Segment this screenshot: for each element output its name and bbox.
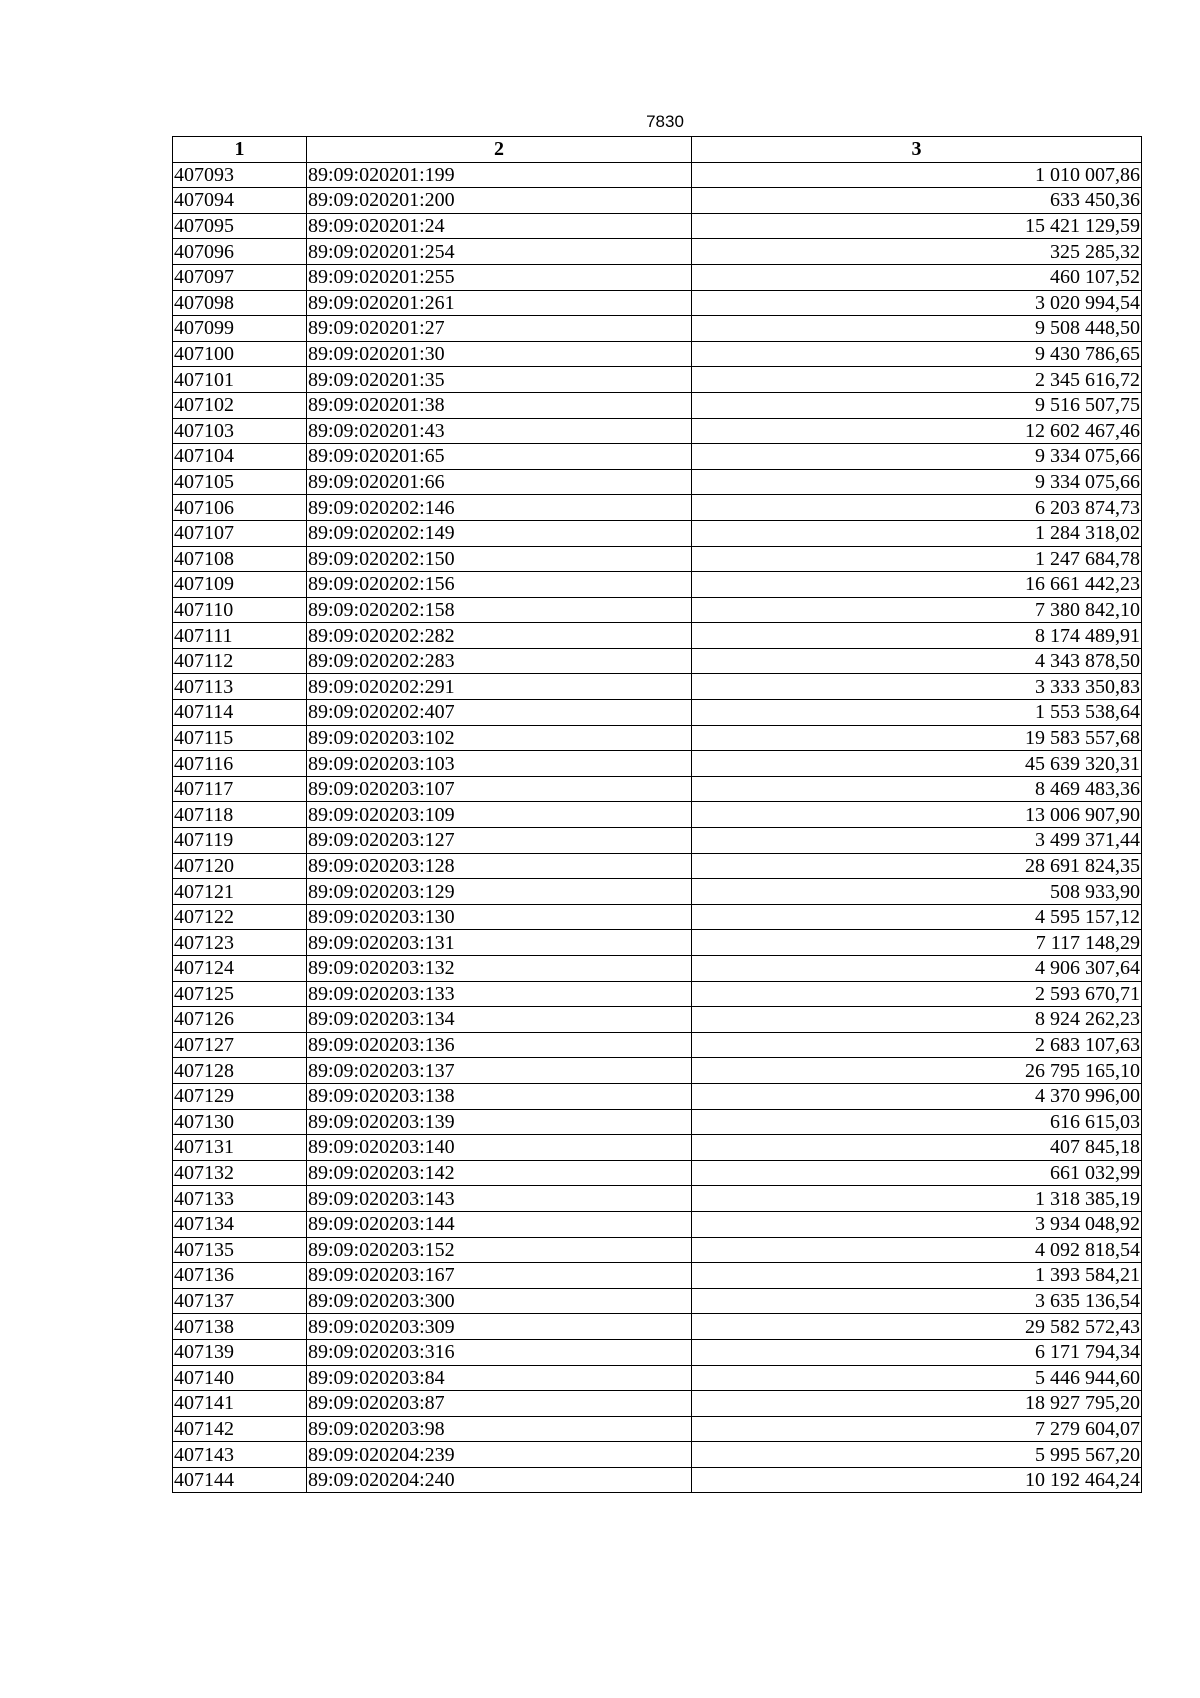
table-body — [173, 162, 1142, 1493]
table-row — [173, 392, 1142, 418]
cadastral-value-cell: 1 247 684,78 — [692, 546, 1142, 572]
table-row — [173, 853, 1142, 879]
cadastral-number-cell: 89:09:020203:139 — [307, 1109, 692, 1135]
cadastral-number-cell: 89:09:020203:87 — [307, 1391, 692, 1417]
row-number-cell: 407093 — [173, 162, 307, 188]
table-row — [173, 1135, 1142, 1161]
row-number-cell: 407120 — [173, 853, 307, 879]
row-number-cell: 407116 — [173, 751, 307, 777]
table-row — [173, 1288, 1142, 1314]
cadastral-value-cell: 2 345 616,72 — [692, 367, 1142, 393]
row-number-cell: 407118 — [173, 802, 307, 828]
cadastral-number-cell: 89:09:020203:142 — [307, 1160, 692, 1186]
cadastral-value-cell: 9 516 507,75 — [692, 392, 1142, 418]
row-number-cell: 407142 — [173, 1416, 307, 1442]
table-row — [173, 597, 1142, 623]
cadastral-number-cell: 89:09:020201:27 — [307, 316, 692, 342]
table-row — [173, 469, 1142, 495]
table-row — [173, 444, 1142, 470]
row-number-cell: 407107 — [173, 520, 307, 546]
row-number-cell: 407115 — [173, 725, 307, 751]
table-row — [173, 1365, 1142, 1391]
table-row — [173, 520, 1142, 546]
table-row — [173, 956, 1142, 982]
row-number-cell: 407102 — [173, 392, 307, 418]
row-number-cell: 407124 — [173, 956, 307, 982]
table-row — [173, 802, 1142, 828]
cadastral-number-cell: 89:09:020201:200 — [307, 188, 692, 214]
cadastral-value-cell: 4 092 818,54 — [692, 1237, 1142, 1263]
table-row — [173, 700, 1142, 726]
cadastral-value-cell: 18 927 795,20 — [692, 1391, 1142, 1417]
cadastral-number-cell: 89:09:020203:107 — [307, 776, 692, 802]
cadastral-value-cell: 15 421 129,59 — [692, 213, 1142, 239]
cadastral-value-cell: 3 635 136,54 — [692, 1288, 1142, 1314]
row-number-cell: 407127 — [173, 1032, 307, 1058]
table-row — [173, 828, 1142, 854]
cadastral-value-cell: 8 469 483,36 — [692, 776, 1142, 802]
table-row — [173, 572, 1142, 598]
cadastral-number-cell: 89:09:020203:131 — [307, 930, 692, 956]
cadastral-number-cell: 89:09:020204:239 — [307, 1442, 692, 1468]
table-row — [173, 1186, 1142, 1212]
row-number-cell: 407136 — [173, 1263, 307, 1289]
cadastral-number-cell: 89:09:020203:136 — [307, 1032, 692, 1058]
row-number-cell: 407098 — [173, 290, 307, 316]
row-number-cell: 407110 — [173, 597, 307, 623]
row-number-cell: 407096 — [173, 239, 307, 265]
row-number-cell: 407111 — [173, 623, 307, 649]
cadastral-number-cell: 89:09:020203:143 — [307, 1186, 692, 1212]
table-row — [173, 341, 1142, 367]
cadastral-number-cell: 89:09:020204:240 — [307, 1467, 692, 1493]
cadastral-number-cell: 89:09:020201:255 — [307, 264, 692, 290]
row-number-cell: 407103 — [173, 418, 307, 444]
page-number: 7830 — [646, 112, 684, 131]
cadastral-number-cell: 89:09:020201:199 — [307, 162, 692, 188]
cadastral-number-cell: 89:09:020203:134 — [307, 1007, 692, 1033]
cadastral-value-cell: 26 795 165,10 — [692, 1058, 1142, 1084]
row-number-cell: 407101 — [173, 367, 307, 393]
cadastral-value-cell: 633 450,36 — [692, 188, 1142, 214]
table-row — [173, 1160, 1142, 1186]
cadastral-number-cell: 89:09:020203:152 — [307, 1237, 692, 1263]
cadastral-number-cell: 89:09:020201:30 — [307, 341, 692, 367]
cadastral-number-cell: 89:09:020203:102 — [307, 725, 692, 751]
cadastral-value-cell: 1 318 385,19 — [692, 1186, 1142, 1212]
cadastral-number-cell: 89:09:020202:291 — [307, 674, 692, 700]
cadastral-number-cell: 89:09:020201:261 — [307, 290, 692, 316]
cadastral-value-cell: 6 171 794,34 — [692, 1339, 1142, 1365]
cadastral-number-cell: 89:09:020202:156 — [307, 572, 692, 598]
row-number-cell: 407117 — [173, 776, 307, 802]
table-row — [173, 1442, 1142, 1468]
table-row — [173, 674, 1142, 700]
cadastral-number-cell: 89:09:020203:137 — [307, 1058, 692, 1084]
cadastral-value-cell: 616 615,03 — [692, 1109, 1142, 1135]
cadastral-value-cell: 5 995 567,20 — [692, 1442, 1142, 1468]
cadastral-value-cell: 5 446 944,60 — [692, 1365, 1142, 1391]
table-row — [173, 1237, 1142, 1263]
cadastral-number-cell: 89:09:020203:316 — [307, 1339, 692, 1365]
cadastral-value-cell: 28 691 824,35 — [692, 853, 1142, 879]
row-number-cell: 407122 — [173, 904, 307, 930]
row-number-cell: 407135 — [173, 1237, 307, 1263]
cadastral-number-cell: 89:09:020203:133 — [307, 981, 692, 1007]
cadastral-number-cell: 89:09:020202:282 — [307, 623, 692, 649]
cadastral-value-cell: 9 430 786,65 — [692, 341, 1142, 367]
row-number-cell: 407134 — [173, 1211, 307, 1237]
cadastral-number-cell: 89:09:020202:283 — [307, 648, 692, 674]
cadastral-value-cell: 407 845,18 — [692, 1135, 1142, 1161]
row-number-cell: 407139 — [173, 1339, 307, 1365]
cadastral-value-cell: 4 370 996,00 — [692, 1083, 1142, 1109]
row-number-cell: 407105 — [173, 469, 307, 495]
cadastral-number-cell: 89:09:020202:146 — [307, 495, 692, 521]
cadastral-value-cell: 3 333 350,83 — [692, 674, 1142, 700]
row-number-cell: 407095 — [173, 213, 307, 239]
cadastral-value-cell: 325 285,32 — [692, 239, 1142, 265]
cadastral-value-cell: 508 933,90 — [692, 879, 1142, 905]
cadastral-value-cell: 10 192 464,24 — [692, 1467, 1142, 1493]
cadastral-number-cell: 89:09:020203:129 — [307, 879, 692, 905]
cadastral-value-cell: 4 906 307,64 — [692, 956, 1142, 982]
cadastral-number-cell: 89:09:020203:167 — [307, 1263, 692, 1289]
table-row — [173, 1083, 1142, 1109]
table-row — [173, 1263, 1142, 1289]
cadastral-number-cell: 89:09:020201:24 — [307, 213, 692, 239]
cadastral-value-cell: 7 279 604,07 — [692, 1416, 1142, 1442]
row-number-cell: 407106 — [173, 495, 307, 521]
cadastral-number-cell: 89:09:020201:43 — [307, 418, 692, 444]
table-row — [173, 1032, 1142, 1058]
cadastral-number-cell: 89:09:020201:65 — [307, 444, 692, 470]
cadastral-number-cell: 89:09:020201:38 — [307, 392, 692, 418]
cadastral-value-cell: 19 583 557,68 — [692, 725, 1142, 751]
cadastral-value-cell: 12 602 467,46 — [692, 418, 1142, 444]
row-number-cell: 407143 — [173, 1442, 307, 1468]
table-row — [173, 213, 1142, 239]
row-number-cell: 407097 — [173, 264, 307, 290]
cadastral-value-cell: 1 010 007,86 — [692, 162, 1142, 188]
row-number-cell: 407129 — [173, 1083, 307, 1109]
cadastral-value-cell: 4 595 157,12 — [692, 904, 1142, 930]
row-number-cell: 407132 — [173, 1160, 307, 1186]
cadastral-value-table — [172, 136, 1142, 1493]
cadastral-value-cell: 9 334 075,66 — [692, 469, 1142, 495]
table-row — [173, 495, 1142, 521]
cadastral-value-cell: 4 343 878,50 — [692, 648, 1142, 674]
table-row — [173, 725, 1142, 751]
cadastral-value-cell: 460 107,52 — [692, 264, 1142, 290]
cadastral-value-cell: 1 393 584,21 — [692, 1263, 1142, 1289]
table-row — [173, 290, 1142, 316]
row-number-cell: 407131 — [173, 1135, 307, 1161]
row-number-cell: 407094 — [173, 188, 307, 214]
cadastral-value-cell: 2 683 107,63 — [692, 1032, 1142, 1058]
table-row — [173, 751, 1142, 777]
table-row — [173, 418, 1142, 444]
cadastral-value-cell: 9 508 448,50 — [692, 316, 1142, 342]
table-row — [173, 316, 1142, 342]
cadastral-number-cell: 89:09:020203:140 — [307, 1135, 692, 1161]
cadastral-number-cell: 89:09:020202:407 — [307, 700, 692, 726]
cadastral-value-cell: 3 020 994,54 — [692, 290, 1142, 316]
cadastral-number-cell: 89:09:020202:149 — [307, 520, 692, 546]
table-row — [173, 1058, 1142, 1084]
cadastral-value-cell: 9 334 075,66 — [692, 444, 1142, 470]
row-number-cell: 407119 — [173, 828, 307, 854]
row-number-cell: 407108 — [173, 546, 307, 572]
cadastral-number-cell: 89:09:020203:128 — [307, 853, 692, 879]
table-row — [173, 904, 1142, 930]
cadastral-value-cell: 7 380 842,10 — [692, 597, 1142, 623]
row-number-cell: 407141 — [173, 1391, 307, 1417]
table-row — [173, 188, 1142, 214]
cadastral-number-cell: 89:09:020201:66 — [307, 469, 692, 495]
cadastral-number-cell: 89:09:020203:130 — [307, 904, 692, 930]
row-number-cell: 407133 — [173, 1186, 307, 1212]
cadastral-value-cell: 7 117 148,29 — [692, 930, 1142, 956]
row-number-cell: 407121 — [173, 879, 307, 905]
row-number-cell: 407138 — [173, 1314, 307, 1340]
table-header-row — [173, 137, 1142, 163]
cadastral-number-cell: 89:09:020201:35 — [307, 367, 692, 393]
table-row — [173, 239, 1142, 265]
cadastral-number-cell: 89:09:020203:138 — [307, 1083, 692, 1109]
table-row — [173, 367, 1142, 393]
table-row — [173, 623, 1142, 649]
row-number-cell: 407113 — [173, 674, 307, 700]
table-row — [173, 1314, 1142, 1340]
cadastral-number-cell: 89:09:020202:150 — [307, 546, 692, 572]
table-row — [173, 930, 1142, 956]
row-number-cell: 407112 — [173, 648, 307, 674]
row-number-cell: 407140 — [173, 1365, 307, 1391]
cadastral-number-cell: 89:09:020202:158 — [307, 597, 692, 623]
cadastral-number-cell: 89:09:020203:309 — [307, 1314, 692, 1340]
row-number-cell: 407100 — [173, 341, 307, 367]
table-row — [173, 1211, 1142, 1237]
cadastral-value-cell: 1 284 318,02 — [692, 520, 1142, 546]
cadastral-value-cell: 29 582 572,43 — [692, 1314, 1142, 1340]
cadastral-value-cell: 1 553 538,64 — [692, 700, 1142, 726]
row-number-cell: 407099 — [173, 316, 307, 342]
row-number-cell: 407109 — [173, 572, 307, 598]
row-number-cell: 407144 — [173, 1467, 307, 1493]
table-row — [173, 1467, 1142, 1493]
cadastral-value-cell: 13 006 907,90 — [692, 802, 1142, 828]
table-row — [173, 1339, 1142, 1365]
row-number-cell: 407123 — [173, 930, 307, 956]
cadastral-value-cell: 2 593 670,71 — [692, 981, 1142, 1007]
table-row — [173, 879, 1142, 905]
cadastral-number-cell: 89:09:020203:98 — [307, 1416, 692, 1442]
cadastral-value-cell: 661 032,99 — [692, 1160, 1142, 1186]
table-row — [173, 1109, 1142, 1135]
table-row — [173, 776, 1142, 802]
cadastral-number-cell: 89:09:020203:84 — [307, 1365, 692, 1391]
row-number-cell: 407128 — [173, 1058, 307, 1084]
column-header-3: 3 — [692, 137, 1142, 163]
table-row — [173, 546, 1142, 572]
cadastral-number-cell: 89:09:020203:300 — [307, 1288, 692, 1314]
column-header-2: 2 — [307, 137, 692, 163]
cadastral-number-cell: 89:09:020203:109 — [307, 802, 692, 828]
table-row — [173, 264, 1142, 290]
cadastral-value-cell: 3 499 371,44 — [692, 828, 1142, 854]
cadastral-number-cell: 89:09:020201:254 — [307, 239, 692, 265]
cadastral-number-cell: 89:09:020203:144 — [307, 1211, 692, 1237]
cadastral-value-cell: 6 203 874,73 — [692, 495, 1142, 521]
cadastral-value-cell: 45 639 320,31 — [692, 751, 1142, 777]
column-header-1: 1 — [173, 137, 307, 163]
cadastral-number-cell: 89:09:020203:103 — [307, 751, 692, 777]
table-row — [173, 1416, 1142, 1442]
row-number-cell: 407104 — [173, 444, 307, 470]
table-row — [173, 1391, 1142, 1417]
cadastral-number-cell: 89:09:020203:127 — [307, 828, 692, 854]
row-number-cell: 407126 — [173, 1007, 307, 1033]
cadastral-value-cell: 3 934 048,92 — [692, 1211, 1142, 1237]
table-row — [173, 1007, 1142, 1033]
table-row — [173, 162, 1142, 188]
cadastral-number-cell: 89:09:020203:132 — [307, 956, 692, 982]
table-row — [173, 648, 1142, 674]
row-number-cell: 407130 — [173, 1109, 307, 1135]
row-number-cell: 407125 — [173, 981, 307, 1007]
cadastral-value-cell: 8 174 489,91 — [692, 623, 1142, 649]
row-number-cell: 407137 — [173, 1288, 307, 1314]
cadastral-value-cell: 8 924 262,23 — [692, 1007, 1142, 1033]
cadastral-value-cell: 16 661 442,23 — [692, 572, 1142, 598]
row-number-cell: 407114 — [173, 700, 307, 726]
table-row — [173, 981, 1142, 1007]
